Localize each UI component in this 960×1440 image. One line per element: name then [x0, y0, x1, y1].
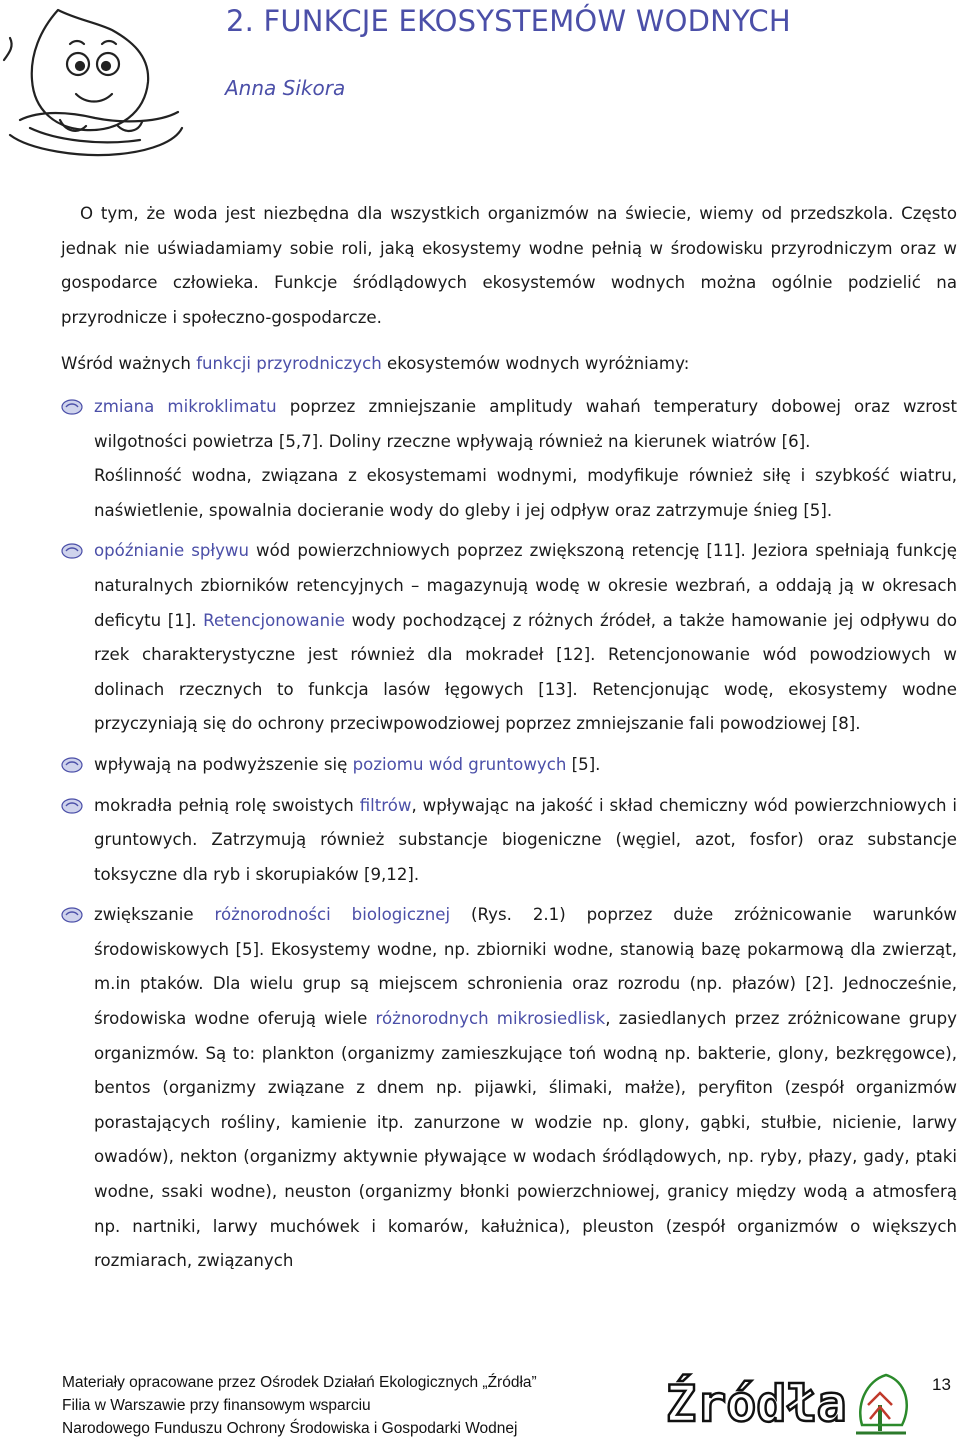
author-name: Anna Sikora: [225, 76, 346, 100]
item-text: wody pochodzącej z różnych źródeł, a także hamowanie jej odpływu do rzek charakterystyczne jest również dla mokradeł [12]. Retencjonowanie wód powodziowych w dolinach rzecznych to funkcja lasów łęgowych [13]. Retencjonując wodę, ekosystemy wodne przyczyniają się do ochrony przeciwpowodziowej poprzez zmniejszanie fali powodziowej [8].: [94, 610, 958, 734]
bullet-icon: [61, 757, 83, 773]
item-highlight: filtrów: [359, 795, 412, 815]
item-highlight: opóźnianie spływu: [94, 541, 250, 561]
lead-text-a: Wśród ważnych: [61, 354, 191, 374]
functions-list: [61, 390, 957, 1279]
page-footer: [0, 1365, 960, 1439]
item-highlight: Retencjonowanie: [203, 610, 346, 630]
list-item-filters: [61, 789, 957, 893]
water-drop-mascot-illustration: [0, 0, 190, 165]
list-item-text: [94, 534, 957, 742]
footer-credits: [62, 1371, 537, 1440]
list-item-biodiversity: [61, 898, 957, 1279]
item-text: [5].: [571, 754, 601, 774]
item-text: , zasiedlanych przez zróżnicowane grupy organizmów. Są to: plankton (organizmy zamieszkujące toń wodną np. bakterie, glony, bezkręgowce), bentos (organizmy związane z dnem np. pijawki, ślimaki, małże), peryfiton (zespół organizmów porastających rośliny, kamienie itp. zanurzone w wodzie np. glony, gąbki, stułbie, nicienie, larwy owadów), nekton (organizmy aktywnie pływające w wodach śródlądowych, np. ryby, płazy, gady, ptaki wodne, ssaki wodne), neuston (organizmy błonki powierzchniowej, granicy między wodą a atmosferą np. nartniki, larwy muchówek i komarów, kałużnica), pleuston (zespół organizmów o większych rozmiarach, związanych: [94, 1009, 957, 1271]
list-item-text: [94, 789, 957, 893]
intro-paragraph: [61, 197, 957, 335]
page-title: 2. FUNKCJE EKOSYSTEMÓW WODNYCH: [226, 4, 791, 38]
intro-text-1: O tym, że woda jest niezbędna dla wszystkich organizmów na świecie, wiemy od przedszkola. Często jednak nie uświadamiamy sobie roli, jaką ekosystemy wodne pełnią w środowisku przyrodniczym oraz w gospodarce człowieka.: [61, 204, 957, 293]
item-text: , wpływając na jakość i skład chemiczny wód powierzchniowych i gruntowych. Zatrzymują również substancje biogeniczne (węgiel, azot, fosfor) oraz substancje toksyczne dla ryb i skorupiaków [9,12].: [94, 795, 958, 884]
lead-highlight: funkcji przyrodniczych: [196, 354, 382, 374]
list-lead-sentence: [61, 347, 957, 382]
item-text: wpływają na podwyższenie się: [94, 754, 348, 774]
bullet-icon: [61, 798, 83, 814]
logo-text: Źródła: [666, 1375, 847, 1433]
footer-line-3: Narodowego Funduszu Ochrony Środowiska i Gospodarki Wodnej: [62, 1420, 518, 1437]
list-item-microclimate: [61, 390, 957, 528]
item-text: zwiększanie: [94, 905, 194, 925]
intro-text-2: Funkcje śródlądowych ekosystemów wodnych można ogólnie podzielić na przyrodnicze i społeczno-gospodarcze.: [61, 273, 957, 327]
article-body: [61, 197, 957, 1285]
list-item-runoff-delay: [61, 534, 957, 742]
tree-icon: [856, 1375, 907, 1433]
item-text: wód powierzchniowych poprzez zwiększoną retencję [11]. Jeziora spełniają funkcję naturalnych zbiorników retencyjnych – magazynują wodę w okresie wezbrań, a oddają ją w okresach deficytu [1].: [94, 541, 957, 630]
page-number: 13: [932, 1375, 951, 1394]
list-item-text: [94, 390, 957, 459]
footer-line-1: Materiały opracowane przez Ośrodek Działań Ekologicznych „Źródła”: [62, 1374, 537, 1391]
item-text: mokradła pełnią rolę swoistych: [94, 795, 354, 815]
item-highlight: zmiana mikroklimatu: [94, 396, 277, 416]
footer-line-2: Filia w Warszawie przy finansowym wsparciu: [62, 1397, 371, 1414]
list-item-text: [94, 748, 957, 783]
list-item-text-continued: [94, 459, 957, 528]
list-item-text: [94, 898, 957, 1279]
item-highlight: różnorodności biologicznej: [214, 905, 451, 925]
item-highlight: poziomu wód gruntowych: [352, 754, 567, 774]
list-item-groundwater: [61, 748, 957, 783]
item-highlight: różnorodnych mikrosiedlisk: [375, 1009, 606, 1029]
lead-text-b: ekosystemów wodnych wyróżniamy:: [387, 354, 690, 374]
item-text: (Rys. 2.1) poprzez duże zróżnicowanie warunków środowiskowych [5]. Ekosystemy wodne, np. zbiorniki wodne, stanowią bazę pokarmową dla zwierząt, m.in ptaków. Dla wielu grup są miejscem schronienia oraz rozrodu (np. płazów) [2]. Jednocześnie, środowiska wodne oferują wiele: [94, 905, 958, 1029]
bullet-icon: [61, 399, 83, 415]
item-text: poprzez zmniejszanie amplitudy wahań temperatury dobowej oraz wzrost wilgotności powietrza [5,7]. Doliny rzeczne wpływają również na kierunek wiatrów [6].: [94, 396, 957, 451]
bullet-icon: [61, 907, 83, 923]
bullet-icon: [61, 543, 83, 559]
zrodla-logo: [656, 1365, 924, 1439]
item-text: Roślinność wodna, związana z ekosystemami wodnymi, modyfikuje również siłę i szybkość wiatru, naświetlenie, spowalnia docieranie wody do gleby i jej odpływ oraz zatrzymuje śnieg [5].: [94, 466, 957, 520]
